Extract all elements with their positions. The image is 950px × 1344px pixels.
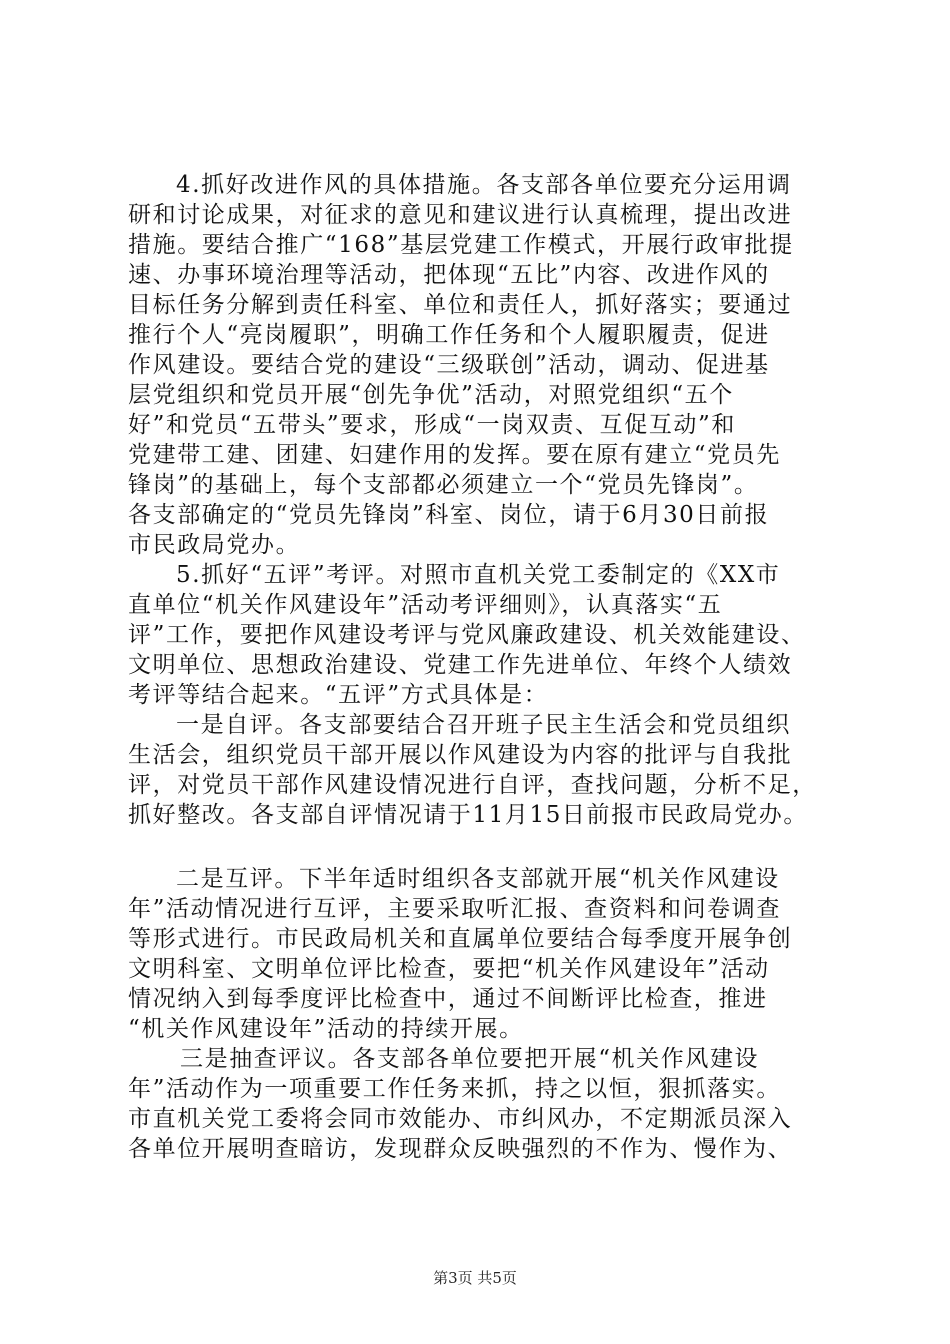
text-line: 抓好整改。各支部自评情况请于11月15日前报市民政局党办。 [128, 802, 808, 828]
document-body [128, 170, 840, 1164]
text-line: 5.抓好“五评”考评。对照市直机关党工委制定的《XX市 [176, 562, 781, 588]
text-line: 锋岗”的基础上，每个支部都必须建立一个“党员先锋岗”。 [128, 472, 759, 498]
text-line: 好”和党员“五带头”要求，形成“一岗双责、互促互动”和 [128, 412, 736, 438]
text-line: 市直机关党工委将会同市效能办、市纠风办，不定期派员深入 [128, 1106, 793, 1132]
text-line: 一是自评。各支部要结合召开班子民主生活会和党员组织 [176, 712, 791, 738]
text-line: 年”活动情况进行互评，主要采取听汇报、查资料和问卷调查 [128, 896, 781, 922]
paragraph-five-reviews [128, 560, 840, 710]
text-line: 评”工作，要把作风建设考评与党风廉政建设、机关效能建设、 [128, 622, 806, 648]
text-line: 措施。要结合推广“168”基层党建工作模式，开展行政审批提 [128, 232, 794, 258]
page-footer: 第3页 共5页 [433, 1269, 517, 1287]
text-line: 各单位开展明查暗访，发现群众反映强烈的不作为、慢作为、 [128, 1136, 793, 1162]
text-line: 速、办事环境治理等活动，把体现“五比”内容、改进作风的 [128, 262, 770, 288]
text-line: 推行个人“亮岗履职”，明确工作任务和个人履职履责，促进 [128, 322, 770, 348]
paragraph-measures [128, 170, 840, 560]
text-line: 考评等结合起来。“五评”方式具体是： [128, 682, 549, 708]
text-line: 直单位“机关作风建设年”活动考评细则》，认真落实“五 [128, 592, 723, 618]
text-line: 评，对党员干部作风建设情况进行自评，查找问题，分析不足， [128, 772, 817, 798]
text-line: “机关作风建设年”活动的持续开展。 [128, 1016, 524, 1042]
text-line: 文明单位、思想政治建设、党建工作先进单位、年终个人绩效 [128, 652, 793, 678]
text-line: 年”活动作为一项重要工作任务来抓，持之以恒，狠抓落实。 [128, 1076, 781, 1102]
text-line: 各支部确定的“党员先锋岗”科室、岗位，请于6月30日前报 [128, 502, 770, 528]
text-line: 研和讨论成果，对征求的意见和建议进行认真梳理，提出改进 [128, 202, 793, 228]
text-line: 三是抽查评议。各支部各单位要把开展“机关作风建设 [180, 1046, 760, 1072]
paragraph-self-review [128, 710, 840, 830]
text-line: 生活会，组织党员干部开展以作风建设为内容的批评与自我批 [128, 742, 793, 768]
text-line: 层党组织和党员开展“创先争优”活动，对照党组织“五个 [128, 382, 734, 408]
paragraph-spot-check [128, 1044, 840, 1164]
text-line: 党建带工建、团建、妇建作用的发挥。要在原有建立“党员先 [128, 442, 781, 468]
paragraph-spacer [128, 830, 840, 864]
paragraph-mutual-review [128, 864, 840, 1044]
text-line: 4.抓好改进作风的具体措施。各支部各单位要充分运用调 [176, 172, 792, 198]
text-line: 情况纳入到每季度评比检查中，通过不间断评比检查，推进 [128, 986, 768, 1012]
text-line: 文明科室、文明单位评比检查，要把“机关作风建设年”活动 [128, 956, 770, 982]
text-line: 等形式进行。市民政局机关和直属单位要结合每季度开展争创 [128, 926, 793, 952]
text-line: 市民政局党办。 [128, 532, 301, 558]
text-line: 作风建设。要结合党的建设“三级联创”活动，调动、促进基 [128, 352, 770, 378]
text-line: 二是互评。下半年适时组织各支部就开展“机关作风建设 [176, 866, 780, 892]
text-line: 目标任务分解到责任科室、单位和责任人，抓好落实；要通过 [128, 292, 793, 318]
